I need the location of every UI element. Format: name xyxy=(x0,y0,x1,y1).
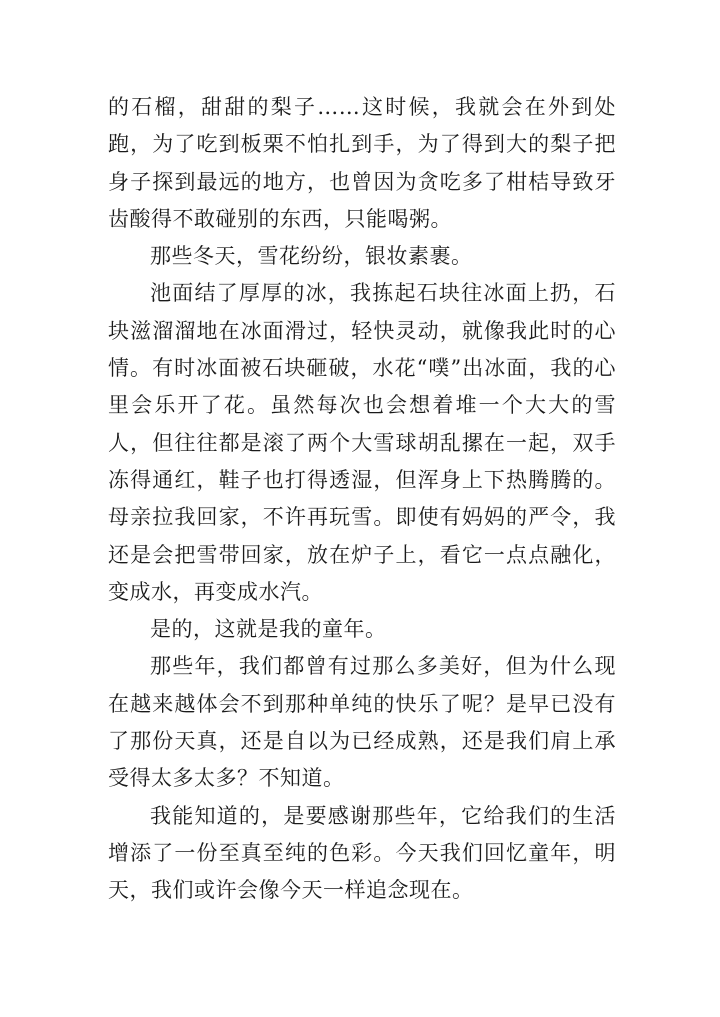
paragraph: 那些冬天，雪花纷纷，银妆素裹。 xyxy=(150,244,473,269)
paragraph: 我能知道的，是要感谢那些年，它给我们的生活增添了一份至真至纯的色彩。今天我们回忆童年，明天，我们或许会像今天一样追念现在。 xyxy=(108,803,616,903)
paragraph: 那些年，我们都曾有过那么多美好，但为什么现在越来越体会不到那种单纯的快乐了呢？是早已没有了那份天真，还是自以为已经成熟，还是我们肩上承受得太多太多？不知道。 xyxy=(108,654,616,791)
body-text xyxy=(108,89,616,910)
paragraph-continuation: 的石榴，甜甜的梨子……这时候，我就会在外到处跑，为了吃到板栗不怕扎到手，为了得到大的梨子把身子探到最远的地方，也曾因为贪吃多了柑桔导致牙齿酸得不敢碰别的东西，只能喝粥。 xyxy=(108,95,616,231)
paragraph: 池面结了厚厚的冰，我拣起石块往冰面上扔，石块滋溜溜地在冰面滑过，轻快灵动，就像我此时的心情。有时冰面被石块砸破，水花“噗”出冰面，我的心里会乐开了花。虽然每次也会想着堆一个大大的雪人，但往往都是滚了两个大雪球胡乱摞在一起，双手冻得通红，鞋子也打得透湿，但浑身上下热腾腾的。母亲拉我回家，不许再玩雪。即使有妈妈的严令，我还是会把雪带回家，放在炉子上，看它一点点融化，变成水，再变成水汽。 xyxy=(108,281,616,604)
paragraph: 是的，这就是我的童年。 xyxy=(150,617,387,642)
